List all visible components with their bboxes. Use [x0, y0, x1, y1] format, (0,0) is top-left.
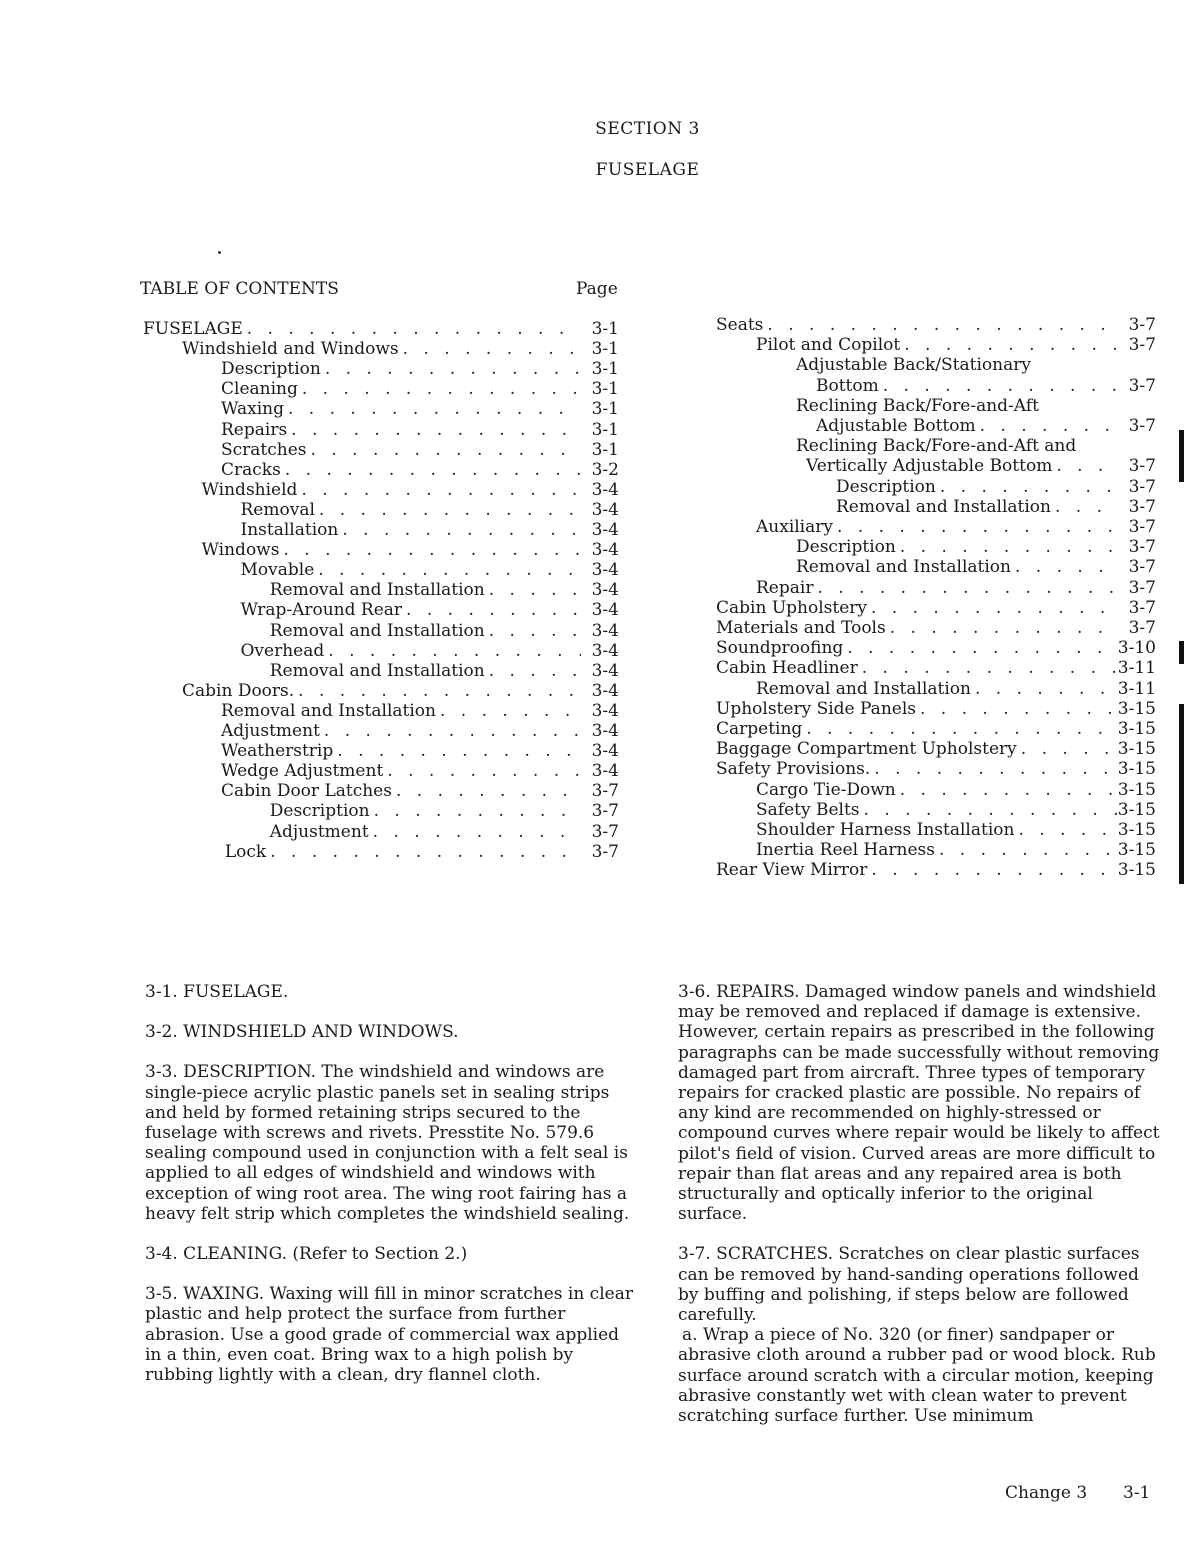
- toc-entry-title: Removal: [240, 499, 315, 520]
- toc-entry: [716, 517, 1156, 537]
- toc-entry: [143, 781, 619, 801]
- toc-entry-title: Carpeting: [716, 719, 803, 739]
- toc-entry-page: 3-7: [1128, 618, 1156, 638]
- toc-entry-title: Installation: [240, 520, 339, 540]
- toc-page-heading: Page: [576, 279, 618, 299]
- toc-leader-dots: [1014, 820, 1117, 840]
- toc-entry: [143, 319, 619, 339]
- section-number: SECTION 3: [595, 119, 700, 139]
- toc-leader-dots: [243, 319, 581, 339]
- toc-entry-title: Weatherstrip: [221, 741, 334, 762]
- toc-entry-page: 3-15: [1117, 719, 1156, 739]
- toc-leader-dots: [266, 842, 581, 862]
- toc-entry-page: 3-4: [591, 620, 619, 641]
- toc-entry-page: 3-4: [591, 499, 619, 520]
- toc-entry-page: 3-1: [591, 439, 619, 460]
- toc-leader-dots: [867, 860, 1117, 880]
- toc-entry: [143, 580, 619, 600]
- toc-leader-dots: [879, 376, 1118, 396]
- toc-leader-dots: [867, 598, 1118, 618]
- toc-entry-page: 3-7: [1128, 597, 1156, 618]
- toc-entry: [716, 658, 1156, 678]
- toc-entry-title: Cargo Tie-Down: [756, 779, 896, 800]
- toc-entry: [716, 679, 1156, 699]
- toc-entry-page: 3-15: [1117, 860, 1156, 881]
- toc-entry-title: FUSELAGE: [143, 319, 243, 339]
- toc-entry-title: Lock: [224, 841, 267, 862]
- toc-entry-title: Wedge Adjustment: [221, 761, 384, 782]
- toc-leader-dots: [858, 658, 1118, 678]
- toc-leader-dots: [279, 540, 581, 560]
- toc-entry-page: 3-4: [591, 761, 619, 782]
- toc-leader-dots: [763, 315, 1118, 335]
- toc-entry-title: Cracks: [221, 459, 281, 480]
- toc-entry-page: 3-7: [1128, 456, 1156, 477]
- toc-entry-title: Repairs: [221, 419, 288, 440]
- toc-entry: [716, 355, 1156, 375]
- toc-entry: [716, 456, 1156, 476]
- toc-entry-title: Adjustment: [221, 721, 320, 741]
- toc-entry: [716, 376, 1156, 396]
- toc-entry-title: Removal and Installation: [269, 580, 485, 601]
- toc-entry-page: 3-11: [1117, 658, 1156, 679]
- toc-entry-page: 3-1: [591, 359, 619, 380]
- toc-entry: [716, 477, 1156, 497]
- toc-entry-page: 3-15: [1117, 820, 1156, 840]
- toc-right-column: [716, 315, 1156, 895]
- change-bar: [1179, 704, 1184, 884]
- toc-entry-page: 3-4: [591, 640, 619, 661]
- toc-leader-dots: [320, 721, 581, 741]
- toc-entry: [716, 578, 1156, 598]
- body-left-column: [145, 982, 633, 1405]
- toc-leader-dots: [916, 699, 1118, 719]
- toc-entry-page: 3-1: [591, 319, 619, 339]
- toc-leader-dots: [370, 801, 581, 821]
- toc-leader-dots: [485, 621, 581, 641]
- toc-entry-title: Adjustment: [269, 821, 369, 842]
- toc-entry-page: 3-4: [591, 560, 619, 581]
- toc-leader-dots: [284, 399, 581, 419]
- toc-entry-page: 3-4: [591, 479, 619, 500]
- toc-entry-title: Description: [269, 801, 370, 822]
- toc-leader-dots: [383, 761, 581, 781]
- toc-leader-dots: [1051, 497, 1118, 517]
- toc-leader-dots: [298, 379, 581, 399]
- toc-leader-dots: [886, 618, 1118, 638]
- toc-entry: [143, 480, 619, 500]
- toc-heading: TABLE OF CONTENTS: [140, 279, 339, 299]
- toc-entry-title: Removal and Installation: [269, 660, 485, 681]
- paragraph-3-4: 3-4. CLEANING. (Refer to Section 2.): [145, 1244, 468, 1265]
- toc-entry-title: Cleaning: [221, 379, 298, 400]
- toc-entry: [143, 641, 619, 661]
- section-title: FUSELAGE: [595, 160, 700, 180]
- toc-leader-dots: [1052, 456, 1118, 476]
- toc-entry-title: Windshield: [201, 479, 298, 500]
- page-number: 3-1: [1123, 1483, 1151, 1503]
- toc-leader-dots: [843, 638, 1117, 658]
- toc-entry: [716, 699, 1156, 719]
- toc-entry: [143, 440, 619, 460]
- toc-entry: [143, 842, 619, 862]
- toc-leader-dots: [321, 359, 581, 379]
- toc-entry-title: Cabin Door Latches: [221, 781, 392, 802]
- toc-entry: [143, 621, 619, 641]
- paragraph-3-7: 3-7. SCRATCHES. Scratches on clear plastic surfaces can be removed by hand-sanding operations followed by buffing and polishing, if steps below are followed carefully.: [678, 1244, 1140, 1326]
- toc-entry-page: 3-7: [1128, 577, 1156, 598]
- toc-entry: [143, 359, 619, 379]
- toc-leader-dots: [860, 800, 1118, 820]
- toc-entry-page: 3-11: [1117, 678, 1156, 699]
- toc-leader-dots: [802, 719, 1117, 739]
- toc-entry: [716, 537, 1156, 557]
- toc-leader-dots: [870, 759, 1118, 779]
- toc-entry: [716, 335, 1156, 355]
- toc-entry: [143, 822, 619, 842]
- toc-leader-dots: [813, 578, 1118, 598]
- toc-entry: [143, 661, 619, 681]
- toc-leader-dots: [896, 537, 1118, 557]
- toc-entry: [143, 540, 619, 560]
- toc-entry-page: 3-4: [591, 540, 619, 561]
- toc-entry: [716, 840, 1156, 860]
- change-bar: [1179, 641, 1184, 664]
- toc-entry-title: Cabin Doors.: [182, 680, 295, 701]
- toc-entry-title: Description: [221, 359, 321, 380]
- toc-leader-dots: [485, 661, 581, 681]
- toc-entry: [716, 618, 1156, 638]
- toc-entry: [143, 339, 619, 359]
- toc-entry: [716, 436, 1156, 456]
- toc-leader-dots: [900, 335, 1118, 355]
- toc-entry: [143, 399, 619, 419]
- toc-entry: [716, 820, 1156, 840]
- change-number: Change 3: [1005, 1483, 1088, 1503]
- toc-leader-dots: [896, 780, 1118, 800]
- toc-entry-page: 3-15: [1117, 759, 1156, 780]
- toc-entry-title: Wrap-Around Rear: [240, 600, 403, 621]
- toc-leader-dots: [485, 580, 581, 600]
- toc-entry-title: Description: [836, 476, 936, 497]
- toc-entry-title: Description: [796, 537, 896, 558]
- toc-entry-title: Windshield and Windows: [182, 339, 399, 360]
- toc-entry-title: Scratches: [221, 439, 307, 460]
- toc-left-column: [143, 319, 619, 879]
- paragraph-3-6: 3-6. REPAIRS. Damaged window panels and windshield may be removed and replaced if damage is extensive. However, certain repairs as prescribed in the following paragraphs can be made successfully without removing damaged part from aircraft. Three types of temporary repairs for cracked plastic are possible. No repairs of any kind are recommended on highly-stressed or compound curves where repair would be likely to affect pilot's field of vision. Curved areas are more difficult to repair than flat areas and any repaired area is both structurally and optically inferior to the original surface.: [678, 982, 1160, 1225]
- toc-entry-page: 3-7: [1128, 496, 1156, 517]
- toc-entry-title: Waxing: [221, 399, 284, 420]
- toc-entry-page: 3-1: [591, 419, 619, 440]
- toc-entry: [143, 500, 619, 520]
- toc-entry-title: Baggage Compartment Upholstery: [716, 739, 1017, 760]
- toc-entry: [143, 801, 619, 821]
- toc-entry-title: Soundproofing: [716, 638, 844, 659]
- toc-leader-dots: [294, 681, 581, 701]
- toc-entry-title: Movable: [240, 560, 315, 581]
- toc-entry: [143, 741, 619, 761]
- toc-entry-page: 3-4: [591, 721, 619, 741]
- toc-entry-title: Removal and Installation: [221, 700, 436, 721]
- paragraph-3-2: 3-2. WINDSHIELD AND WINDOWS.: [145, 1022, 459, 1043]
- toc-entry: [143, 600, 619, 620]
- toc-entry-title: Removal and Installation: [756, 678, 971, 699]
- toc-entry-page: 3-7: [591, 801, 619, 822]
- toc-leader-dots: [307, 440, 581, 460]
- toc-entry: [716, 800, 1156, 820]
- toc-entry-page: 3-10: [1117, 638, 1156, 659]
- paragraph-3-1: 3-1. FUSELAGE.: [145, 982, 289, 1002]
- toc-leader-dots: [936, 477, 1118, 497]
- toc-entry-page: 3-15: [1117, 739, 1156, 760]
- toc-leader-dots: [287, 420, 581, 440]
- toc-entry-title: Reclining Back/Fore-and-Aft and: [796, 436, 1077, 457]
- body-right-column: [678, 982, 1164, 1446]
- toc-entry-title: Pilot and Copilot: [756, 335, 901, 356]
- toc-entry-page: 3-15: [1117, 698, 1156, 719]
- toc-entry-title: Inertia Reel Harness: [756, 840, 935, 861]
- toc-entry-title: Materials and Tools: [716, 618, 886, 638]
- toc-entry-page: 3-7: [1128, 537, 1156, 558]
- toc-leader-dots: [399, 339, 581, 359]
- toc-entry-page: 3-7: [591, 781, 619, 802]
- toc-entry-title: Repair: [756, 577, 814, 598]
- toc-leader-dots: [976, 416, 1118, 436]
- toc-entry-page: 3-4: [591, 700, 619, 721]
- toc-entry-title: Removal and Installation: [836, 496, 1051, 517]
- toc-entry-page: 3-15: [1117, 799, 1156, 820]
- paragraph-3-3: 3-3. DESCRIPTION. The windshield and windows are single-piece acrylic plastic panels set in sealing strips and held by formed retaining strips secured to the fuselage with screws and rivets. Presstite No. 579.6 sealing compound used in conjunction with a felt seal is applied to all edges of windshield and windows with exception of wing root area. The wing root fairing has a heavy felt strip which completes the windshield sealing.: [145, 1062, 630, 1224]
- toc-entry-page: 3-1: [591, 399, 619, 420]
- toc-entry-page: 3-7: [1128, 517, 1156, 537]
- toc-entry-title: Removal and Installation: [796, 557, 1011, 578]
- toc-entry: [716, 759, 1156, 779]
- toc-entry-page: 3-1: [591, 379, 619, 400]
- toc-entry-title: Cabin Headliner: [716, 658, 858, 679]
- toc-entry: [143, 761, 619, 781]
- paragraph-3-5: 3-5. WAXING. Waxing will fill in minor scratches in clear plastic and help protect the surface from further abrasion. Use a good grade of commercial wax applied in a thin, even coat. Bring wax to a high polish by rubbing lightly with a clean, dry flannel cloth.: [145, 1284, 633, 1386]
- toc-entry: [143, 520, 619, 540]
- toc-entry-page: 3-4: [591, 741, 619, 762]
- toc-entry: [716, 315, 1156, 335]
- toc-entry: [716, 860, 1156, 880]
- change-bar: [1179, 430, 1184, 482]
- toc-entry-page: 3-7: [1128, 375, 1156, 396]
- toc-entry-page: 3-7: [1128, 315, 1156, 335]
- toc-entry: [143, 560, 619, 580]
- toc-leader-dots: [314, 560, 581, 580]
- toc-leader-dots: [833, 517, 1118, 537]
- toc-entry-title: Reclining Back/Fore-and-Aft: [796, 395, 1039, 416]
- toc-entry: [716, 739, 1156, 759]
- toc-entry: [716, 780, 1156, 800]
- toc-entry-page: 3-4: [591, 520, 619, 540]
- toc-entry-title: Bottom: [816, 375, 879, 396]
- toc-entry-page: 3-2: [591, 459, 619, 480]
- toc-entry-page: 3-4: [591, 680, 619, 701]
- toc-entry-page: 3-7: [591, 821, 619, 842]
- toc-entry-title: Auxiliary: [756, 517, 833, 537]
- toc-entry-title: Adjustable Bottom: [816, 416, 976, 436]
- toc-entry-title: Safety Belts: [756, 799, 860, 820]
- toc-entry: [143, 420, 619, 440]
- toc-leader-dots: [402, 600, 581, 620]
- toc-entry-page: 3-7: [1128, 335, 1156, 356]
- toc-entry-page: 3-7: [1128, 557, 1156, 578]
- toc-leader-dots: [369, 822, 581, 842]
- toc-entry: [143, 460, 619, 480]
- toc-entry-page: 3-15: [1117, 779, 1156, 800]
- paragraph-step-a: a. Wrap a piece of No. 320 (or finer) sandpaper or abrasive cloth around a rubber pad or wood block. Rub surface around scratch with a circular motion, keeping abrasive constantly wet with clean water to prevent scratching surface further. Use minimum: [678, 1325, 1156, 1427]
- toc-entry: [716, 416, 1156, 436]
- toc-entry-title: Overhead: [240, 640, 325, 661]
- toc-entry: [716, 557, 1156, 577]
- toc-entry: [143, 701, 619, 721]
- toc-entry-title: Seats: [716, 315, 764, 335]
- toc-leader-dots: [338, 520, 581, 540]
- toc-entry: [143, 681, 619, 701]
- toc-entry-title: Adjustable Back/Stationary: [796, 355, 1031, 376]
- toc-leader-dots: [1011, 557, 1118, 577]
- toc-leader-dots: [971, 679, 1118, 699]
- toc-entry-page: 3-4: [591, 600, 619, 621]
- toc-entry-title: Cabin Upholstery: [716, 597, 867, 618]
- toc-entry-page: 3-7: [591, 841, 619, 862]
- toc-entry-title: Windows: [201, 540, 280, 561]
- toc-leader-dots: [333, 741, 581, 761]
- toc-entry-page: 3-4: [591, 660, 619, 681]
- toc-leader-dots: [392, 781, 581, 801]
- toc-entry-page: 3-7: [1128, 416, 1156, 436]
- toc-entry-title: Rear View Mirror: [716, 860, 868, 881]
- toc-entry: [716, 396, 1156, 416]
- toc-entry-title: Safety Provisions.: [716, 759, 871, 780]
- toc-leader-dots: [436, 701, 581, 721]
- stray-mark: [218, 251, 221, 254]
- toc-entry-page: 3-4: [591, 580, 619, 601]
- toc-leader-dots: [281, 460, 581, 480]
- toc-entry: [143, 721, 619, 741]
- toc-entry-title: Removal and Installation: [269, 620, 485, 641]
- toc-entry: [716, 497, 1156, 517]
- toc-entry: [143, 379, 619, 399]
- toc-leader-dots: [324, 641, 581, 661]
- toc-entry: [716, 598, 1156, 618]
- toc-entry-title: Shoulder Harness Installation: [756, 820, 1015, 840]
- toc-entry-title: Upholstery Side Panels: [716, 698, 916, 719]
- toc-leader-dots: [315, 500, 581, 520]
- toc-entry: [716, 638, 1156, 658]
- toc-entry-page: 3-15: [1117, 840, 1156, 861]
- toc-entry-page: 3-7: [1128, 476, 1156, 497]
- toc-entry: [716, 719, 1156, 739]
- toc-leader-dots: [935, 840, 1118, 860]
- toc-leader-dots: [297, 480, 581, 500]
- toc-leader-dots: [1017, 739, 1118, 759]
- toc-entry-page: 3-1: [591, 339, 619, 360]
- toc-entry-title: Vertically Adjustable Bottom: [806, 456, 1053, 477]
